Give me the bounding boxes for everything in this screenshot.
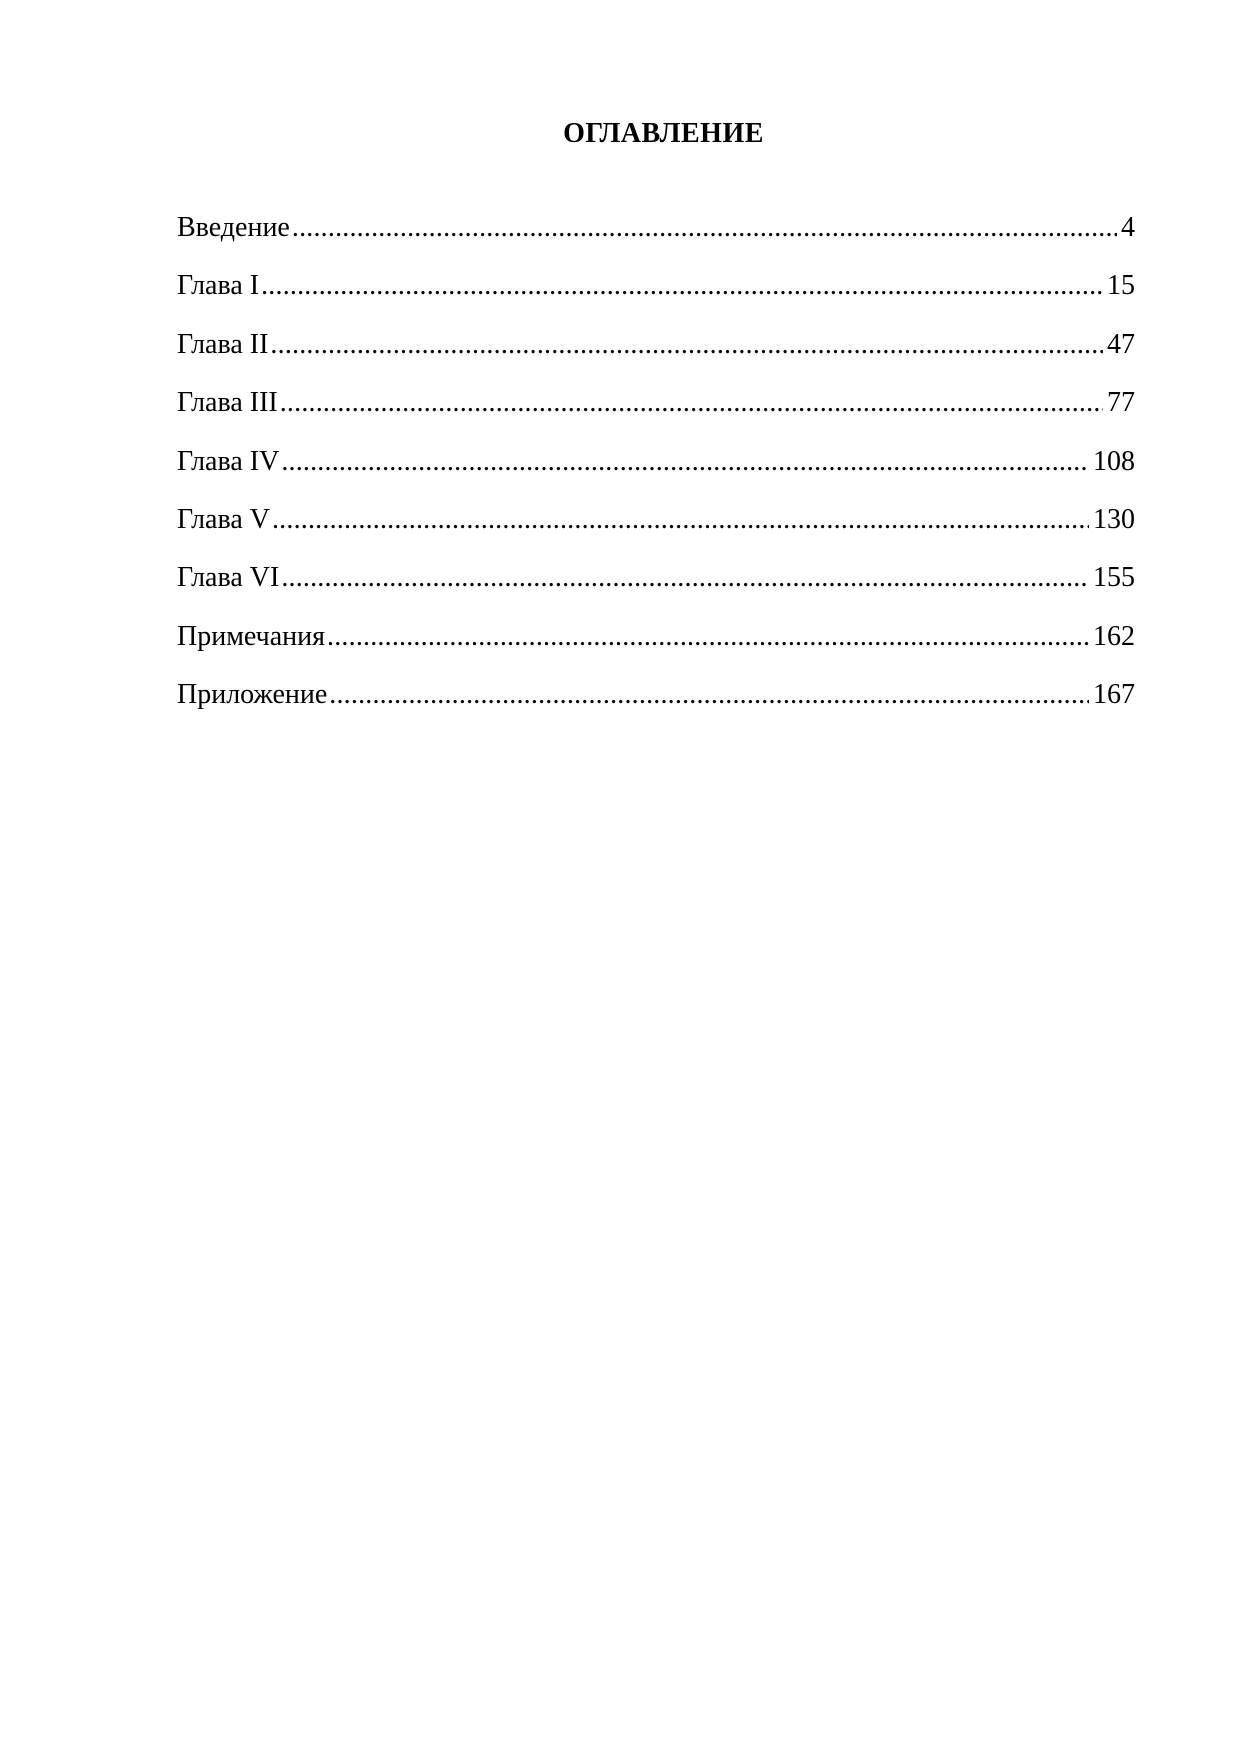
toc-entry-label: Глава II <box>177 328 269 360</box>
toc-entry-chapter-2[interactable] <box>177 327 1135 385</box>
dot-leader <box>292 210 1117 246</box>
toc-entry-page: 162 <box>1093 620 1135 652</box>
toc-entry-chapter-3[interactable] <box>177 385 1135 443</box>
dot-leader <box>327 619 1089 655</box>
toc-entry-label: Приложение <box>177 679 328 711</box>
toc-entry-label: Глава V <box>177 503 270 535</box>
toc-entry-page: 4 <box>1121 212 1135 243</box>
dot-leader <box>261 268 1103 304</box>
toc-entry-label: Глава III <box>177 387 278 419</box>
dot-leader <box>272 502 1089 538</box>
toc-entry-page: 108 <box>1093 445 1135 477</box>
toc-entry-page: 130 <box>1093 503 1135 535</box>
toc-entry-label: Примечания <box>177 620 326 652</box>
toc-entry-label: Глава IV <box>177 445 280 477</box>
toc-entry-label: Введение <box>177 212 290 243</box>
toc-entry-notes[interactable] <box>177 619 1135 677</box>
toc-entry-page: 15 <box>1107 270 1135 302</box>
toc-entry-page: 47 <box>1107 328 1135 360</box>
toc-entry-label: Глава I <box>177 270 260 302</box>
toc-entry-page: 155 <box>1093 562 1135 594</box>
table-of-contents <box>177 210 1135 736</box>
toc-entry-chapter-4[interactable] <box>177 444 1135 502</box>
dot-leader <box>280 385 1103 421</box>
toc-entry-chapter-6[interactable] <box>177 560 1135 618</box>
toc-entry-chapter-1[interactable] <box>177 268 1135 326</box>
toc-entry-chapter-5[interactable] <box>177 502 1135 560</box>
toc-entry-label: Глава VI <box>177 562 280 594</box>
dot-leader <box>281 444 1089 480</box>
toc-entry-appendix[interactable] <box>177 677 1135 735</box>
dot-leader <box>270 327 1103 363</box>
toc-entry-page: 167 <box>1093 679 1135 711</box>
dot-leader <box>329 677 1089 713</box>
toc-heading: ОГЛАВЛЕНИЕ <box>563 118 764 149</box>
toc-entry-page: 77 <box>1107 387 1135 419</box>
dot-leader <box>281 560 1089 596</box>
toc-entry-introduction[interactable] <box>177 210 1135 268</box>
